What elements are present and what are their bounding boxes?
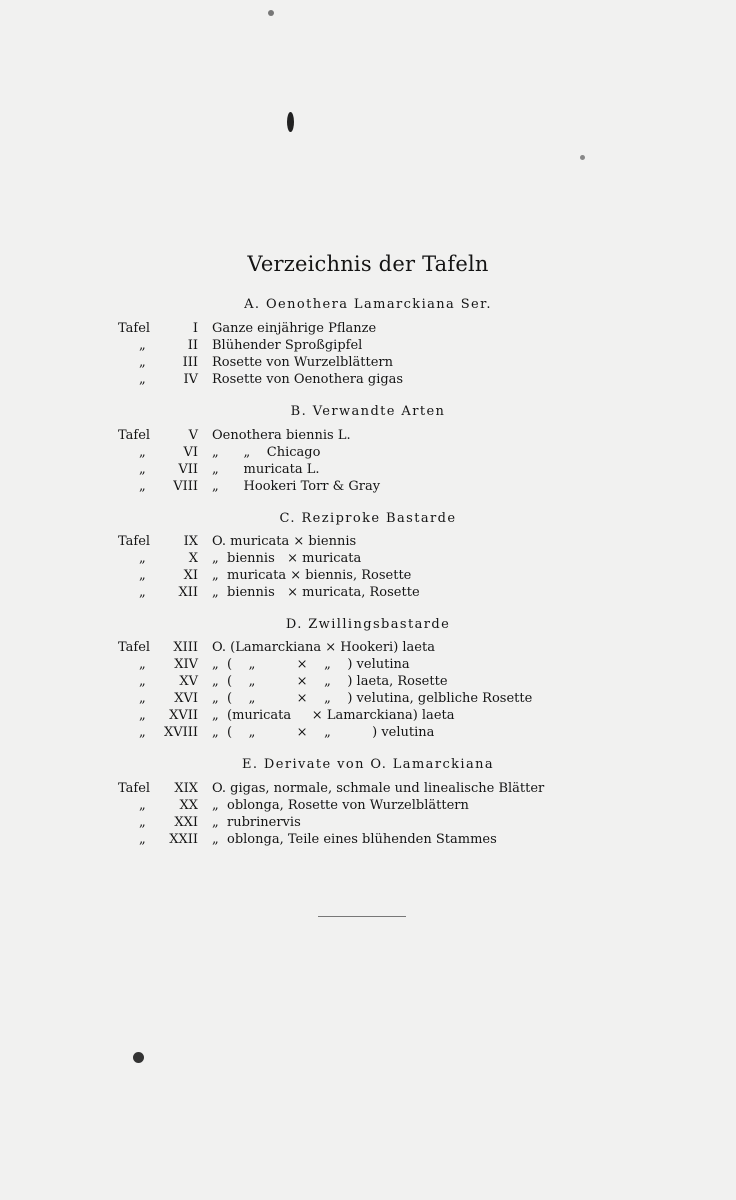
ditto-mark: „ — [139, 445, 146, 460]
plate-number: XXI — [174, 815, 198, 830]
section-heading-b: B. Verwandte Arten — [290, 404, 446, 419]
plate-number: IX — [183, 534, 198, 549]
plate-number: XXII — [169, 832, 198, 847]
plate-row — [0, 640, 736, 658]
plate-number: XVIII — [163, 725, 198, 740]
plate-row — [0, 479, 736, 497]
plate-description: „ biennis × muricata, Rosette — [212, 585, 420, 600]
closing-rule — [318, 916, 406, 917]
ditto-mark: „ — [139, 657, 146, 672]
plate-row — [0, 725, 736, 743]
ditto-mark: „ — [139, 585, 146, 600]
ditto-mark: „ — [139, 815, 146, 830]
plate-number: XVII — [169, 708, 198, 723]
plate-number: I — [192, 321, 198, 336]
ditto-mark: „ — [139, 372, 146, 387]
page-title: Verzeichnis der Tafeln — [247, 252, 489, 276]
plate-description: Rosette von Oenothera gigas — [212, 372, 404, 387]
plate-label: Tafel — [118, 640, 151, 655]
ditto-mark: „ — [139, 568, 146, 583]
plate-row — [0, 462, 736, 480]
plate-row — [0, 372, 736, 390]
plate-description: „ (muricata × Lamarckiana) laeta — [212, 708, 455, 723]
section-heading-c: C. Reziproke Bastarde — [279, 511, 457, 526]
plate-number: XII — [178, 585, 198, 600]
plate-row — [0, 585, 736, 603]
ink-speck — [133, 1052, 144, 1063]
ditto-mark: „ — [139, 832, 146, 847]
plate-row — [0, 815, 736, 833]
plate-number: XV — [179, 674, 198, 689]
plate-description: „ ( „ × „ ) velutina, gelbliche Rosette — [212, 691, 533, 706]
plate-row — [0, 534, 736, 552]
plate-description: „ Hookeri Torr & Gray — [212, 479, 381, 494]
plate-description: Rosette von Wurzelblättern — [212, 355, 394, 370]
plate-description: Oenothera biennis L. — [212, 428, 351, 443]
plate-number: XVI — [174, 691, 198, 706]
plate-description: Blühender Sproßgipfel — [212, 338, 363, 353]
section-heading-a: A. Oenothera Lamarckiana Ser. — [244, 297, 492, 312]
plate-description: „ oblonga, Teile eines blühenden Stammes — [212, 832, 497, 847]
plate-description: „ oblonga, Rosette von Wurzelblättern — [212, 798, 469, 813]
plate-number: VI — [183, 445, 198, 460]
plate-row — [0, 428, 736, 446]
plate-description: „ rubrinervis — [212, 815, 301, 830]
plate-row — [0, 568, 736, 586]
plate-row — [0, 551, 736, 569]
section-heading-d: D. Zwillingsbastarde — [285, 617, 451, 632]
plate-row — [0, 674, 736, 692]
ditto-mark: „ — [139, 355, 146, 370]
plate-description: O. muricata × biennis — [212, 534, 357, 549]
ditto-mark: „ — [139, 725, 146, 740]
ink-speck — [580, 155, 585, 160]
plate-row — [0, 355, 736, 373]
ink-speck — [287, 112, 294, 132]
plate-row — [0, 691, 736, 709]
plate-row — [0, 781, 736, 799]
plate-number: II — [187, 338, 198, 353]
plate-description: „ ( „ × „ ) velutina — [212, 657, 410, 672]
ditto-mark: „ — [139, 674, 146, 689]
plate-number: V — [188, 428, 198, 443]
plate-description: „ „ Chicago — [212, 445, 321, 460]
plate-description: „ muricata L. — [212, 462, 320, 477]
plate-number: XX — [179, 798, 198, 813]
ditto-mark: „ — [139, 551, 146, 566]
plate-row — [0, 657, 736, 675]
section-heading-e: E. Derivate von O. Lamarckiana — [241, 757, 495, 772]
ditto-mark: „ — [139, 462, 146, 477]
plate-number: XI — [183, 568, 198, 583]
plate-description: O. (Lamarckiana × Hookeri) laeta — [212, 640, 435, 655]
plate-number: X — [188, 551, 198, 566]
plate-number: VIII — [173, 479, 198, 494]
plate-description: „ biennis × muricata — [212, 551, 362, 566]
plate-row — [0, 321, 736, 339]
plate-description: Ganze einjährige Pflanze — [212, 321, 377, 336]
ink-speck — [268, 10, 274, 16]
plate-row — [0, 798, 736, 816]
ditto-mark: „ — [139, 708, 146, 723]
plate-number: XIV — [174, 657, 198, 672]
plate-row — [0, 445, 736, 463]
ditto-mark: „ — [139, 691, 146, 706]
plate-label: Tafel — [118, 781, 151, 796]
ditto-mark: „ — [139, 338, 146, 353]
plate-number: IV — [183, 372, 198, 387]
plate-label: Tafel — [118, 534, 151, 549]
plate-number: XIX — [174, 781, 198, 796]
plate-number: III — [182, 355, 198, 370]
plate-number: XIII — [173, 640, 198, 655]
plate-row — [0, 832, 736, 850]
plate-row — [0, 708, 736, 726]
plate-label: Tafel — [118, 428, 151, 443]
plate-row — [0, 338, 736, 356]
plate-description: O. gigas, normale, schmale und linealische Blätter — [212, 781, 545, 796]
plate-description: „ muricata × biennis, Rosette — [212, 568, 412, 583]
ditto-mark: „ — [139, 798, 146, 813]
plate-description: „ ( „ × „ ) laeta, Rosette — [212, 674, 448, 689]
plate-description: „ ( „ × „ ) velutina — [212, 725, 435, 740]
ditto-mark: „ — [139, 479, 146, 494]
plate-number: VII — [178, 462, 198, 477]
plate-label: Tafel — [118, 321, 151, 336]
